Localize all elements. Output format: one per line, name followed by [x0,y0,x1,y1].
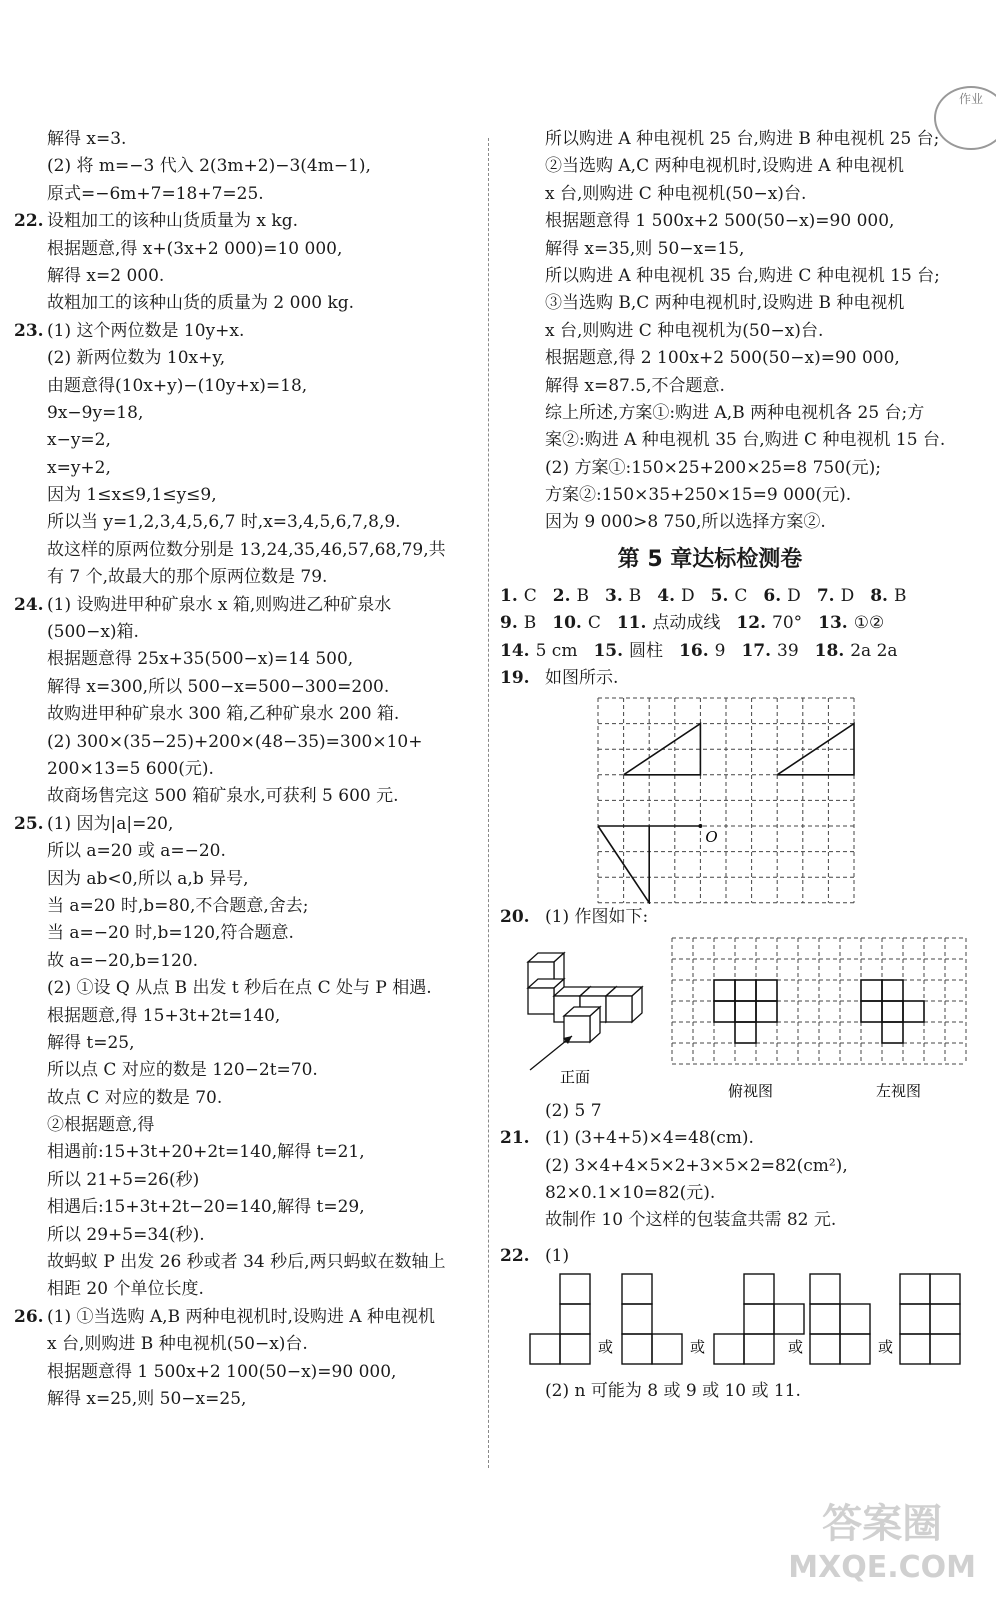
mc-number: 2. [552,585,571,606]
left-view-cell [882,1022,903,1043]
or-label: 或 [598,1338,614,1357]
answer-text: 解得 x=35,则 50−x=15, [545,238,745,259]
answer-text: 解得 x=87.5,不合题意. [545,375,725,396]
mc-answer: 5 cm [535,640,578,661]
top-view-cell [714,1001,735,1022]
left-line [14,1249,474,1276]
left-line [14,1112,474,1139]
answer-text: 因为 1≤x≤9,1≤y≤9, [47,485,217,506]
left-line [14,1139,474,1166]
answer-text: 所以 29+5=34(秒). [47,1224,205,1245]
net-cell [810,1334,840,1364]
mc-answer: B [523,613,537,634]
right-line [500,318,980,345]
mc-number: 9. [500,613,518,634]
q19-grid-svg [500,692,980,904]
answer-text: x 台,则购进 B 种电视机(50−x)台. [47,1334,308,1355]
left-line [14,756,474,783]
left-line [14,838,474,865]
answer-text: 故蚂蚁 P 出发 26 秒或者 34 秒后,两只蚂蚁在数轴上 [47,1252,446,1273]
net-cell [900,1334,930,1364]
answer-text: 综上所述,方案①:购进 A,B 两种电视机各 25 台;方 [545,402,925,423]
left-line [14,1194,474,1221]
answer-text: 根据题意,得 15+3t+2t=140, [47,1005,281,1026]
left-line [14,592,474,619]
mc-row [500,610,980,637]
multiple-choice-answers [500,583,980,665]
left-line [14,1359,474,1386]
q20-figure [500,932,980,1098]
mc-number: 6. [763,585,782,606]
mc-number: 17. [741,640,772,661]
right-column [500,126,980,1406]
left-line [14,181,474,208]
mc-row [500,638,980,665]
answer-text: (1) 因为|a|=20, [47,813,174,834]
answer-text: 当 a=20 时,b=80,不合题意,舍去; [47,895,309,916]
question-number: 24. [14,594,44,615]
mc-number: 13. [818,613,848,634]
right-answer-lines [500,126,980,537]
answer-text: 当 a=−20 时,b=120,符合题意. [47,923,294,944]
mc-number: 5. [710,585,729,606]
q22-text: (1) [545,1245,570,1266]
q21-line-3: 82×0.1×10=82(元). [545,1183,716,1204]
mc-answer: ①② [853,613,885,634]
answer-text: 根据题意得 1 500x+2 500(50−x)=90 000, [545,211,895,232]
left-view-cell [861,1001,882,1022]
left-line [14,1304,474,1331]
answer-text: 相遇前:15+3t+20+2t=140,解得 t=21, [47,1142,365,1163]
top-view-cell [735,1001,756,1022]
right-line [500,181,980,208]
answer-text: (2) ①设 Q 从点 B 出发 t 秒后在点 C 处与 P 相遇. [47,978,432,999]
left-line [14,1030,474,1057]
mc-answer: C [523,585,537,606]
answer-text: 方案②:150×35+250×15=9 000(元). [545,485,852,506]
column-divider [488,138,489,1468]
triangle-shape [598,826,700,903]
answer-text: 故点 C 对应的数是 70. [47,1087,223,1108]
left-line [14,455,474,482]
left-line [14,263,474,290]
question-number: 21. [500,1128,530,1149]
answer-text: 200×13=5 600(元). [47,758,214,779]
left-line [14,811,474,838]
answer-text: (1) 这个两位数是 10y+x. [47,320,245,341]
answer-text: 根据题意,得 x+(3x+2 000)=10 000, [47,238,343,259]
left-line [14,537,474,564]
left-view-cell [882,980,903,1001]
net-cell [744,1274,774,1304]
left-line [14,564,474,591]
right-line [500,208,980,235]
answer-text: (2) 300×(35−25)+200×(48−35)=300×10+ [47,731,423,752]
answer-text: 解得 x=300,所以 500−x=500−300=200. [47,676,390,697]
answer-text: 故购进甲种矿泉水 300 箱,乙种矿泉水 200 箱. [47,704,400,725]
left-view-cell [903,1001,924,1022]
net-cell [900,1274,930,1304]
q20-line [500,904,980,931]
net-cell [900,1304,930,1334]
cube-front-face [528,988,554,1014]
mc-number: 12. [736,613,766,634]
net-cell [930,1304,960,1334]
or-label: 或 [878,1338,894,1357]
net-cell [744,1334,774,1364]
left-line [14,509,474,536]
top-view-cell [735,980,756,1001]
net-cell [774,1304,804,1334]
mc-answer: 点动成线 [652,613,721,634]
answer-text: (500−x)箱. [47,622,139,643]
watermark [788,1502,976,1590]
right-line [500,509,980,536]
answer-text: (2) 方案①:150×25+200×25=8 750(元); [545,457,882,478]
mc-answer: 圆柱 [629,640,664,661]
q19-text: 如图所示. [545,668,619,689]
top-view-label: 俯视图 [728,1081,774,1098]
mc-answer: 2a 2a [850,640,898,661]
cube-front-face [606,996,632,1022]
net-cell [810,1304,840,1334]
answer-text: 故粗加工的该种山货的质量为 2 000 kg. [47,293,355,314]
q22-figure [500,1270,980,1378]
net-cell [560,1304,590,1334]
left-line [14,1085,474,1112]
top-view-cell [735,1022,756,1043]
mc-answer: 39 [777,640,799,661]
net-cell [810,1274,840,1304]
answer-text: 有 7 个,故最大的那个原两位数是 79. [47,567,328,588]
answer-text: 所以购进 A 种电视机 25 台,购进 B 种电视机 25 台; [545,129,940,149]
answer-text: 原式=−6m+7=18+7=25. [47,183,264,204]
answer-text: 故这样的原两位数分别是 13,24,35,46,57,68,79,共 [47,539,446,560]
net-cell [930,1334,960,1364]
net-cell [622,1334,652,1364]
left-line [14,674,474,701]
net-cell [652,1334,682,1364]
mc-answer: D [840,585,855,606]
left-view-cell [882,1001,903,1022]
answer-text: 所以点 C 对应的数是 120−2t=70. [47,1060,318,1081]
answer-text: 根据题意,得 2 100x+2 500(50−x)=90 000, [545,348,900,369]
q19-figure [500,692,980,904]
answer-text: (1) 设购进甲种矿泉水 x 箱,则购进乙种矿泉水 [47,594,392,615]
left-line [14,400,474,427]
answer-text: ②根据题意,得 [47,1115,155,1136]
question-number: 20. [500,907,530,928]
right-line [500,345,980,372]
answer-text: 由题意得(10x+y)−(10y+x)=18, [47,375,308,396]
left-line [14,1276,474,1303]
answer-text: 因为 9 000>8 750,所以选择方案②. [545,512,826,533]
q19-line [500,665,980,692]
left-line [14,373,474,400]
left-line [14,236,474,263]
net-cell [840,1334,870,1364]
net-cell [560,1334,590,1364]
left-line [14,975,474,1002]
mc-answer: D [787,585,801,606]
left-line [14,427,474,454]
left-line [14,153,474,180]
q20-part2: (2) 5 7 [545,1100,602,1121]
mc-answer: B [576,585,590,606]
left-line [14,920,474,947]
mc-number: 1. [500,585,518,606]
q21-line-1: (1) (3+4+5)×4=48(cm). [545,1128,754,1149]
net-cell [930,1274,960,1304]
mc-number: 3. [605,585,623,606]
left-view-cell [861,980,882,1001]
answer-text: 解得 x=25,则 50−x=25, [47,1388,247,1409]
answer-text: 所以 21+5=26(秒) [47,1169,200,1190]
right-line [500,236,980,263]
answer-text: 故商场售完这 500 箱矿泉水,可获利 5 600 元. [47,786,399,807]
question-number: 22. [500,1245,530,1266]
mc-number: 11. [616,613,647,634]
answer-text: ②当选购 A,C 两种电视机时,设购进 A 种电视机 [545,156,904,177]
left-line [14,619,474,646]
mc-answer: 9 [714,640,726,661]
right-line [500,400,980,427]
answer-text: 相距 20 个单位长度. [47,1279,204,1300]
left-line [14,893,474,920]
answer-text: x−y=2, [47,430,111,451]
right-line [500,153,980,180]
left-line [14,126,474,153]
answer-text: 所以 a=20 或 a=−20. [47,841,226,862]
net-cell [744,1304,774,1334]
answer-text: 案②:购进 A 种电视机 35 台,购进 C 种电视机 15 台. [545,430,946,451]
mc-number: 18. [814,640,845,661]
answer-text: 设粗加工的该种山货质量为 x kg. [47,211,298,232]
left-line [14,1331,474,1358]
left-column [14,126,474,1413]
right-line [500,373,980,400]
left-line [14,345,474,372]
right-line [500,263,980,290]
left-line [14,318,474,345]
q22-line [500,1243,980,1270]
answer-text: 故 a=−20,b=120. [47,950,199,971]
net-cell [622,1304,652,1334]
q22-nets-svg [500,1270,980,1378]
question-number: 23. [14,320,44,341]
answer-text: (2) 新两位数为 10x+y, [47,348,226,369]
mc-number: 7. [816,585,835,606]
left-view-label: 左视图 [876,1081,922,1098]
watermark-line-2: MXQE.COM [788,1550,976,1585]
mc-number: 16. [679,640,709,661]
top-view-cell [756,980,777,1001]
answer-text: x=y+2, [47,457,111,478]
net-cell [840,1304,870,1334]
left-line [14,1222,474,1249]
left-line [14,208,474,235]
answer-text: x 台,则购进 C 种电视机为(50−x)台. [545,320,824,341]
net-cell [622,1274,652,1304]
answer-text: 所以购进 A 种电视机 35 台,购进 C 种电视机 15 台; [545,265,940,286]
answer-text: (2) 将 m=−3 代入 2(3m+2)−3(4m−1), [47,156,371,177]
answer-text: x 台,则购进 C 种电视机(50−x)台. [545,183,807,204]
left-line [14,1167,474,1194]
answer-text: 相遇后:15+3t+2t−20=140,解得 t=29, [47,1197,365,1218]
or-label: 或 [788,1338,804,1357]
left-line [14,1386,474,1413]
q22-part2: (2) n 可能为 8 或 9 或 10 或 11. [545,1381,801,1402]
left-line [14,1003,474,1030]
answer-text: 9x−9y=18, [47,402,144,423]
right-line [500,126,980,153]
q20-text: (1) 作图如下: [545,907,649,928]
mc-number: 10. [552,613,582,634]
q21-line-4: 故制作 10 个这样的包装盒共需 82 元. [545,1210,837,1231]
q21-line [500,1125,980,1152]
or-label: 或 [690,1338,706,1357]
left-line [14,729,474,756]
mc-row [500,583,980,610]
mc-number: 8. [870,585,888,606]
mc-answer: 70° [772,613,803,634]
left-line [14,866,474,893]
answer-text: (1) ①当选购 A,B 两种电视机时,设购进 A 种电视机 [47,1306,435,1327]
watermark-line-1: 答案圈 [822,1501,943,1547]
net-cell [530,1334,560,1364]
mc-number: 15. [593,640,624,661]
answer-text: 因为 ab<0,所以 a,b 异号, [47,868,249,889]
mc-answer: C [734,585,748,606]
mc-number: 14. [500,640,530,661]
section-title: 第 5 章达标检测卷 [617,546,803,572]
front-label: 正面 [560,1067,591,1086]
answer-text: 所以当 y=1,2,3,4,5,6,7 时,x=3,4,5,6,7,8,9. [47,512,401,533]
top-view-cell [714,980,735,1001]
left-line [14,290,474,317]
top-view-cell [756,1001,777,1022]
right-line [500,290,980,317]
left-line [14,701,474,728]
q21-line-2: (2) 3×4+4×5×2+3×5×2=82(cm²), [545,1155,848,1176]
left-line [14,948,474,975]
mc-answer: C [587,613,601,634]
question-number: 19. [500,668,530,689]
net-cell [714,1334,744,1364]
answer-text: 根据题意得 1 500x+2 100(50−x)=90 000, [47,1361,397,1382]
question-number: 22. [14,211,44,232]
question-number: 26. [14,1306,44,1327]
answer-text: 解得 x=3. [47,129,127,149]
answer-text: 解得 x=2 000. [47,265,165,286]
origin-label: O [705,828,718,847]
right-line [500,482,980,509]
mc-answer: B [893,585,907,606]
answer-text: 解得 t=25, [47,1032,135,1053]
left-line [14,482,474,509]
origin-point [698,824,702,828]
right-line [500,455,980,482]
left-line [14,1057,474,1084]
answer-text: 根据题意得 25x+35(500−x)=14 500, [47,649,354,670]
mc-number: 4. [657,585,676,606]
answer-text: ③当选购 B,C 两种电视机时,设购进 B 种电视机 [545,293,905,314]
right-line [500,427,980,454]
net-cell [560,1274,590,1304]
left-line [14,646,474,673]
mc-answer: D [681,585,695,606]
q20-views-svg [500,932,980,1098]
mc-answer: B [628,585,642,606]
left-line [14,783,474,810]
stamp-text: 作业 [958,92,983,106]
question-number: 25. [14,813,44,834]
